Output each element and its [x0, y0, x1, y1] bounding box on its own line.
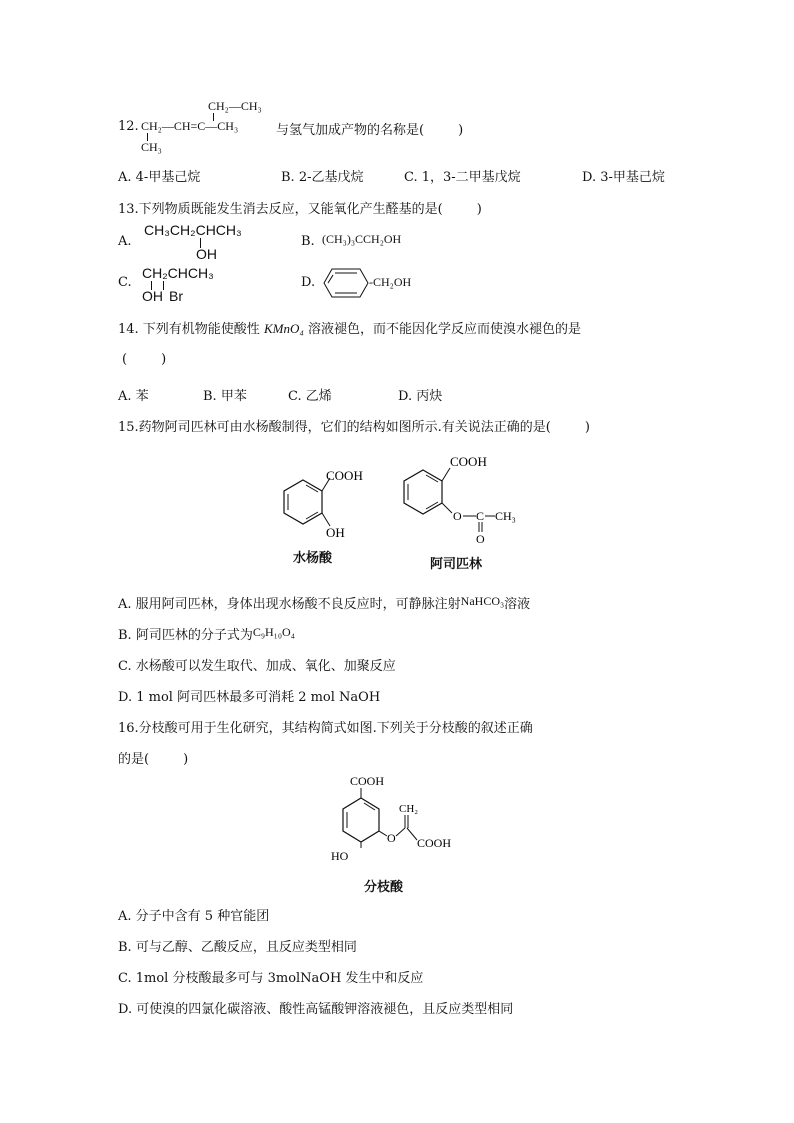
q14-stem: 14. 下列有机物能使酸性 KMnO₄ 溶液褪色，而不能因化学反应而使溴水褪色的是 — [118, 321, 582, 337]
chorismic-acid-name: 分枝酸 — [364, 879, 404, 894]
q13-option-a-label: A. — [118, 234, 132, 249]
q12-option-d: D. 3-甲基己烷 — [582, 170, 665, 185]
q14-option-c: C. 乙烯 — [288, 389, 332, 404]
salicylic-acid-structure — [268, 460, 388, 550]
q13-option-b-label: B. — [301, 234, 315, 249]
q15-option-b: B. 阿司匹林的分子式为C₉H₁₀O₄ — [118, 625, 295, 643]
chorismic-cooh-right: COOH — [417, 836, 452, 850]
q14-option-d: D. 丙炔 — [398, 389, 443, 404]
chorismic-ch2: CH₂ — [399, 803, 419, 815]
q16-stem-line2: 的是( ) — [118, 752, 189, 767]
q14-option-a: A. 苯 — [118, 389, 149, 404]
salicylic-oh: OH — [326, 525, 345, 540]
aspirin-ester-o: O — [453, 509, 462, 523]
q13-option-d-substituent: -CH₂OH — [369, 275, 412, 289]
chorismic-cooh-top: COOH — [350, 774, 385, 788]
q13-option-c-label: C. — [118, 275, 132, 290]
q16-option-d: D. 可使溴的四氯化碳溶液、酸性高锰酸钾溶液褪色，且反应类型相同 — [118, 1002, 514, 1017]
q13-option-c-oh: OH — [142, 288, 163, 304]
aspirin-structure — [398, 448, 533, 548]
q16-option-a: A. 分子中含有 5 种官能团 — [118, 909, 270, 924]
q12-formula-top: CH₂—CH₃ — [208, 99, 262, 113]
q15-option-c: C. 水杨酸可以发生取代、加成、氧化、加聚反应 — [118, 659, 396, 674]
q13-option-c-formula: CH₂CHCH₃ — [142, 265, 214, 281]
q13-option-c-br: Br — [169, 288, 183, 304]
salicylic-acid-name: 水杨酸 — [293, 550, 333, 565]
q12-option-a: A. 4-甲基己烷 — [118, 170, 201, 185]
q12-option-b: B. 2-乙基戊烷 — [281, 170, 364, 185]
chorismic-acid-structure — [325, 770, 465, 870]
q15-option-d: D. 1 mol 阿司匹林最多可消耗 2 mol NaOH — [118, 690, 381, 705]
q13-stem: 13.下列物质既能发生消去反应，又能氧化产生醛基的是( ) — [118, 202, 482, 217]
chorismic-ether-o: O — [387, 831, 396, 845]
q16-option-b: B. 可与乙醇、乙酸反应，且反应类型相同 — [118, 940, 357, 955]
q16-stem-line1: 16.分枝酸可用于生化研究，其结构简式如图.下列关于分枝酸的叙述正确 — [118, 721, 533, 736]
q14-reagent: KMnO₄ — [263, 321, 304, 336]
q13-option-a-formula: CH₃CH₂CHCH₃ — [144, 222, 242, 238]
aspirin-cooh: COOH — [450, 454, 487, 469]
chorismic-oh: HO — [331, 849, 349, 863]
q12-stem: 与氢气加成产物的名称是( ) — [276, 123, 464, 138]
q13-option-b-formula: (CH₃)₃CCH₂OH — [322, 232, 402, 246]
q16-option-c: C. 1mol 分枝酸最多可与 3molNaOH 发生中和反应 — [118, 971, 424, 986]
q13-option-d-label: D. — [301, 275, 316, 290]
q14-blank: ( ) — [122, 352, 167, 367]
aspirin-carbonyl-o: O — [476, 532, 485, 546]
aspirin-carbonyl-c: C — [476, 509, 485, 523]
q15-option-a: A. 服用阿司匹林，身体出现水杨酸不良反应时，可静脉注射NaHCO₃溶液 — [118, 594, 531, 612]
q13-option-a-oh: OH — [196, 246, 217, 262]
q14-option-b: B. 甲苯 — [203, 389, 247, 404]
q12-formula-main: CH₂—CH=C—CH₃ — [141, 119, 239, 133]
q12-number: 12. — [118, 119, 139, 134]
q13-c-bond2 — [163, 281, 164, 290]
benzene-ring-icon — [322, 268, 370, 298]
aspirin-ch3: CH₃ — [495, 509, 516, 523]
q12-option-c: C. 1，3-二甲基戊烷 — [404, 170, 521, 185]
q15-stem: 15.药物阿司匹林可由水杨酸制得，它们的结构如图所示.有关说法正确的是( ) — [118, 420, 590, 435]
aspirin-name: 阿司匹林 — [430, 556, 483, 571]
q12-formula-bottom: CH₃ — [141, 140, 162, 154]
salicylic-cooh: COOH — [326, 468, 363, 483]
